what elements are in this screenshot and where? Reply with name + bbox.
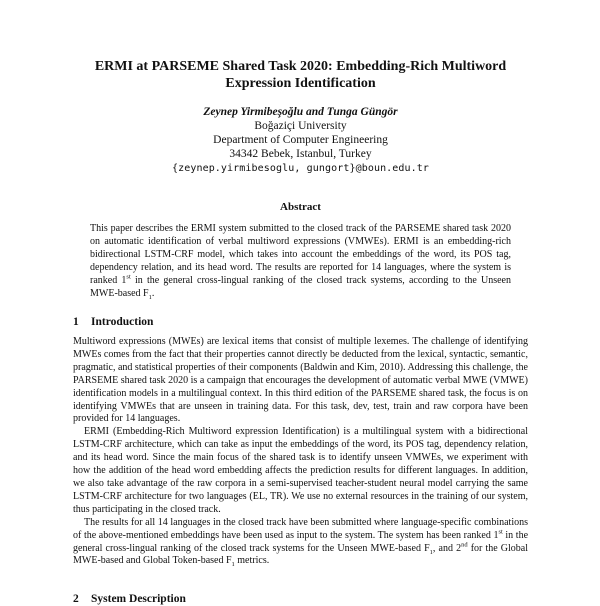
- intro-paragraph-3: The results for all 14 languages in the closed track have been submitted where language-specific combinations of the above-mentioned embeddings have been used as input to the system. The system has been ranked 1st in the general cross-lingual ranking of the closed track systems for the Unseen MWE-based $F_1$, and 2nd for the Global MWE-based and Global Token-based $F_1$ metrics.: [73, 516, 529, 569]
- affiliation-university: Boğaziçi University: [254, 120, 347, 132]
- section-heading-introduction: [73, 315, 528, 329]
- author-names: Zeynep Yirmibeşoğlu and Tunga Güngör: [203, 106, 398, 118]
- affiliation-address: 34342 Bebek, Istanbul, Turkey: [229, 148, 372, 160]
- section-heading-system-description: [73, 592, 528, 606]
- intro-paragraph-1: Multiword expressions (MWEs) are lexical items that consist of multiple lexemes. The challenge of identifying MWEs comes from the fact that their properties cannot directly be deducted from the lexical, syntactic, semantic, pragmatic, and statistical properties of their components (Baldwin and Kim, 2010). Addressing this challenge, the PARSEME shared task 2020 is a campaign that encourages the development of automatic verbal MWE (VMWE) identification models in a multilingual context. In this third edition of the PARSEME shared task, the focus is on identifying VMWEs that are unseen in training data. For this task, dev, test, train and raw corpora have been provided for 14 languages.: [73, 336, 528, 425]
- section-number: 2: [73, 593, 79, 605]
- author-emails: {zeynep.yirmibesoglu, gungort}@boun.edu.tr: [171, 163, 430, 174]
- intro-paragraph-2: ERMI (Embedding-Rich Multiword expression Identification) is a multilingual system with a bidirectional LSTM-CRF architecture, which can take as input the embeddings of the word, its POS tag, dependency relation, and its head word. Since the main focus of the shared task is to identify unseen VMWEs, we experiment with how the addition of the head word embedding affects the prediction results for different languages. In addition, we also take advantage of the raw corpora in a semi-supervised teacher-student neural model carrying the same LSTM-CRF architecture for two languages (EL, TR). We use no external resources in the training of our system, thus participating in the closed track.: [73, 426, 528, 515]
- introduction-body: [73, 336, 528, 568]
- title-line-2: Expression Identification: [225, 76, 376, 91]
- affiliation-department: Department of Computer Engineering: [213, 134, 388, 146]
- abstract-text: This paper describes the ERMI system submitted to the closed track of the PARSEME shared task 2020 on automatic identification of verbal multiword expressions (VMWEs). ERMI is an embedding-rich bidirectional LSTM-CRF model, which takes into account the embeddings of the word, its POS tag, dependency relation, and its head word. The results are reported for 14 languages, where the system is ranked 1st in the general cross-lingual ranking of the closed track systems, according to the Unseen MWE-based $F_1$.: [90, 223, 511, 301]
- section-title: Introduction: [91, 316, 154, 328]
- paper-title: [73, 58, 528, 92]
- abstract-heading: Abstract: [280, 201, 321, 213]
- title-line-1: ERMI at PARSEME Shared Task 2020: Embedding-Rich Multiword: [94, 59, 507, 74]
- section-number: 1: [73, 316, 79, 328]
- section-title: System Description: [91, 593, 186, 605]
